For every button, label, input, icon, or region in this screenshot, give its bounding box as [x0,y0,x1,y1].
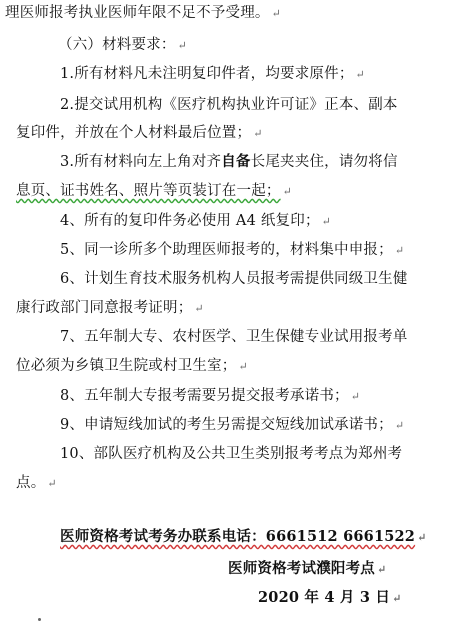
item-5: 5、同一诊所多个助理医师报考的，材料集中申报； ↵ [60,242,405,258]
text-line-1: 理医师报考执业医师年限不足不予受理。 ↵ [5,5,282,21]
item-6-line-2: 康行政部门同意报考证明； ↵ [16,300,204,316]
item-8: 8、五年制大专报考需要另提交报考承诺书； ↵ [60,388,361,404]
item-3-line-1: 3.所有材料向左上角对齐自备长尾夹夹住，请勿将信 [60,153,398,170]
item-9: 9、申请短线加试的考生另需提交短线加试承诺书； ↵ [60,417,405,433]
contact-phone-line: 医师资格考试考务办联系电话：6661512 6661522 ↵ [60,528,427,545]
item-2-line-2: 复印件，并放在个人材料最后位置； ↵ [16,125,263,141]
item-10-line-1: 10、部队医疗机构及公共卫生类别报考考点为郑州考 [60,446,403,462]
document-date: 2020 年 4 月 3 日 ↵ [258,589,402,606]
item-7-line-2: 位必须为乡镇卫生院或村卫生室； ↵ [16,358,248,374]
item-6-line-1: 6、计划生育技术服务机构人员报考需提供同级卫生健 [60,271,408,287]
emphasis-text: 自备 [221,153,251,170]
item-4: 4、所有的复印件务必使用 A4 纸复印； ↵ [60,213,332,229]
exam-center-name: 医师资格考试濮阳考点 ↵ [228,560,387,577]
section-heading: （六）材料要求： ↵ [58,37,188,53]
item-7-line-1: 7、五年制大专、农村医学、卫生保健专业试用报考单 [60,329,408,345]
item-10-line-2: 点。 ↵ [16,475,57,491]
item-1: 1.所有材料凡未注明复印件者，均要求原件； ↵ [60,66,365,82]
item-3-line-2: 息页、证书姓名、照片等页装订在一起； ↵ [16,183,293,199]
item-2-line-1: 2.提交试用机构《医疗机构执业许可证》正本、副本 [60,97,398,113]
page-dot [38,618,41,621]
